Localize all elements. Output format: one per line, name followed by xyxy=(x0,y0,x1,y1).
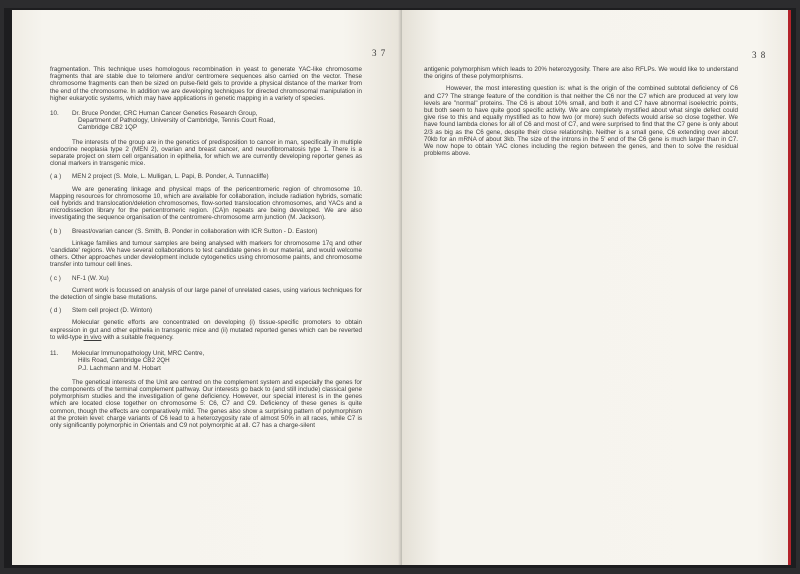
subsection-title: Stem cell project (D. Winton) xyxy=(72,307,153,315)
left-page xyxy=(12,10,402,565)
subsection-label: ( a ) xyxy=(50,173,62,181)
left-page-text xyxy=(50,66,362,434)
page-number-left: 3 7 xyxy=(372,48,387,58)
right-paragraph-1: antigenic polymorphism which leads to 20% heterozygosity. There are also RFLPs. We would like to understand the origins of these polymorphisms. xyxy=(424,66,738,81)
right-page xyxy=(402,10,791,565)
section-11-heading xyxy=(50,350,362,372)
right-page-text xyxy=(424,66,738,162)
section-number: 10. xyxy=(50,110,59,118)
subsection-b-paragraph: Linkage families and tumour samples are being analysed with markers for chromosome 17q and other 'candidate' regions. We have several collaborations to test candidate genes in our material, and would welcome others. Other approaches under development include cytogenetics using chromosome paints, and chromosome transfer into tumour cell lines. xyxy=(50,239,362,269)
page-number-right: 3 8 xyxy=(752,50,767,60)
subsection-label: ( c ) xyxy=(50,274,61,282)
section-11-address: Hills Road, Cambridge CB2 2QH xyxy=(78,357,170,365)
subsection-label: ( b ) xyxy=(50,227,62,235)
emphasis-text: in vivo xyxy=(83,333,102,341)
subsection-label: ( d ) xyxy=(50,307,62,315)
section-10-heading xyxy=(50,110,362,132)
subsection-title: Breast/ovarian cancer (S. Smith, B. Ponder in collaboration with ICR Sutton - D. Easton) xyxy=(72,227,318,235)
subsection-c-paragraph: Current work is focussed on analysis of our large panel of unrelated cases, using various techniques for the detection of single base mutations. xyxy=(50,286,362,302)
section-number: 11. xyxy=(50,350,59,358)
subsection-title: NF-1 (W. Xu) xyxy=(72,274,109,282)
section-10-intro: The interests of the group are in the genetics of predisposition to cancer in man, specifically in multiple endocrine neoplasia type 2 (MEN 2), ovarian and breast cancer, and neurofibromatosis type 1. There is a separate project on stem cell organisation in epithelia, for which we are currently developing reporter genes as clonal markers in transgenic mice. xyxy=(50,138,362,168)
subsection-title: MEN 2 project (S. Mole, L. Mulligan, L. Papi, B. Ponder, A. Tunnacliffe) xyxy=(72,173,269,181)
paragraph-text: Molecular genetic efforts are concentrated on developing (i) tissue-specific promoters to obtain expression in gut and other epithelia in transgenic mice and (ii) mutated reported genes which can be reverted to wild-type xyxy=(50,319,362,341)
section-10-author: Dr. Bruce Ponder, CRC Human Cancer Genetics Research Group, xyxy=(72,110,258,118)
subsection-d-heading xyxy=(50,307,362,314)
intro-paragraph: fragmentation. This technique uses homologous recombination in yeast to generate YAC-like chromosome fragments that are stable due to telomere and/or centromere sequences also carried on the vector. These chromosome fragments can then be sized on pulse-field gels to provide a physical distance of the marker from the end of the chromosome. In addition we are developing techniques for directed chromosomal manipulation in higher eukaryotic systems, which may have applications in genetic mapping in a variety of species. xyxy=(50,66,362,102)
section-11-unit: Molecular Immunopathology Unit, MRC Centre, xyxy=(72,350,205,358)
subsection-a-paragraph: We are generating linkage and physical maps of the pericentromeric region of chromosome 10. Mapping resources for chromosome 10, which are available for collaboration, include radiation hybrids, somatic cell hybrids and translocation/deletion chromosomes, flow-sorted translocation chromosomes, and YACs and a microdissection library for the pericentromeric region. (CA)n repeats are being developed. We are also investigating the sequence organisation of the centromere-chromosome arm junction (M. Jackson). xyxy=(50,185,362,222)
paragraph-text: with a suitable frequency. xyxy=(101,333,174,341)
section-10-city: Cambridge CB2 1QP xyxy=(78,124,138,132)
subsection-d-paragraph xyxy=(50,319,362,341)
subsection-a-heading xyxy=(50,173,362,180)
right-paragraph-2: However, the most interesting question is: what is the origin of the combined subtotal deficiency of C6 and C7? The strange feature of the condition is that neither the C6 nor the C7 which are produced at very low levels are "normal" proteins. The C6 is about 10% small, and both it and C7 have abnormal isoelectric points, but both seem to have quite good specific activity. We are completely mystified about what single defect could give rise to this and equally mystified as to how two (or more) such defects would arise so close together. We have found lambda clones for all of C6 and most of C7, and were surprised to find that the C7 gene is only about 2/3 as big as the C6 gene, despite their close relationship. Neither is a small gene, C6 extending over about 70kb for an mRNA of about 3kb. The size of the introns in the 5' end of the C6 gene is much larger than in C7. We now hope to obtain YAC clones including the region between the genes, and then to solve the residual problems above. xyxy=(424,85,738,158)
subsection-b-heading xyxy=(50,228,362,235)
section-10-dept: Department of Pathology, University of Cambridge, Tennis Court Road, xyxy=(78,117,276,125)
subsection-c-heading xyxy=(50,275,362,282)
section-11-authors: P.J. Lachmann and M. Hobart xyxy=(78,364,161,372)
section-11-paragraph: The genetical interests of the Unit are centred on the complement system and especially the genes for the components of the terminal complement pathway. Our interests go back to (and still include) classical gene polymorphism studies and the investigation of gene deficiency. However, our special interest is in the genes which are located close together on chromosome 5: C6, C7 and C9. Deficiency of these genes is quite common, though the effects are comparatively mild. The genes also show a surprising pattern of polymorphism at the protein level: charge variants of C6 lead to a heterozygosity rate of almost 50% in all races, while C7 is only significantly polymorphic in Orientals and C9 not polymorphic at all. C7 has a charge-silent xyxy=(50,378,362,429)
